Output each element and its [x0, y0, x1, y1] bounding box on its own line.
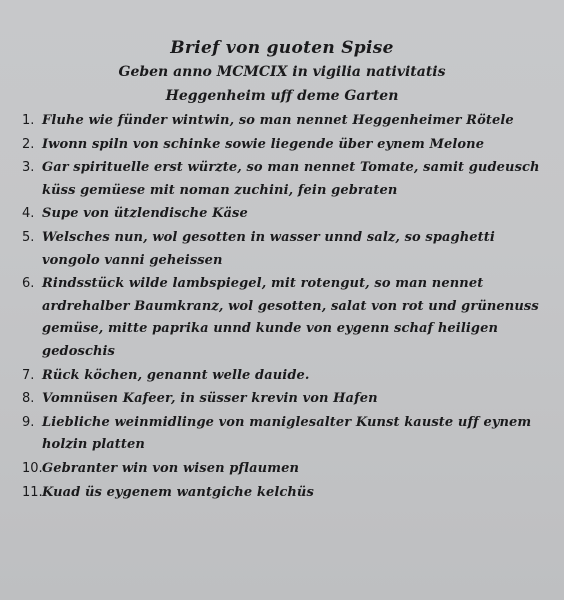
item-text: Liebliche weinmidlinge von maniglesalter Kunst kauste uff eynem holzin platten	[42, 414, 532, 453]
item-text: Vomnüsen Kafeer, in süsser krevin von Hafen	[42, 391, 378, 407]
item-number: 1.	[22, 113, 35, 128]
item-number: 2.	[22, 136, 35, 152]
document-subtitle-date: Geben anno MCMCIX in vigilia nativitatis	[118, 64, 446, 80]
list-item	[22, 388, 552, 411]
item-text: Gebranter win von wisen pflaumen	[42, 460, 300, 476]
list-item	[22, 157, 552, 202]
list-item	[22, 458, 552, 481]
item-text: Kuad üs eygenem wantgiche kelchüs	[42, 484, 314, 500]
item-number: 4.	[22, 206, 35, 222]
list-item	[22, 482, 552, 505]
list-item	[22, 273, 552, 363]
item-number: 5.	[22, 229, 35, 245]
item-text: Rück köchen, genannt welle dauide.	[42, 367, 310, 383]
document-subtitle-place: Heggenheim uff deme Garten	[165, 88, 399, 104]
item-number: 9.	[22, 414, 35, 430]
list-item	[22, 365, 552, 388]
item-number: 6.	[22, 276, 35, 292]
item-number: 7.	[22, 367, 35, 383]
list-item	[22, 227, 552, 272]
item-text: Rindsstück wilde lambspiegel, mit rotengut, so man nennet ardrehalber Baumkranz, wol gesotten, salat von rot und grünenuss gemüse, mitte paprika unnd kunde von eygenn schaf heiligen gedoschis	[42, 276, 539, 359]
item-number: 8.	[22, 391, 35, 407]
item-text: Fluhe wie fünder wintwin, so man nennet Heggenheimer Rötele	[42, 113, 514, 128]
list-item	[22, 203, 552, 226]
item-text: Supe von ützlendische Käse	[42, 206, 248, 222]
item-text: Gar spirituelle erst würzte, so man nennet Tomate, samit gudeusch küss gemüese mit noman zuchini, fein gebraten	[42, 160, 540, 198]
menu-list	[22, 110, 552, 505]
list-item	[22, 134, 552, 157]
item-number: 11.	[22, 484, 43, 500]
item-text: Welsches nun, wol gesotten in wasser unnd salz, so spaghetti vongolo vanni geheissen	[42, 229, 495, 268]
list-item	[22, 412, 552, 457]
item-text: Iwonn spiln von schinke sowie liegende über eynem Melone	[42, 136, 485, 152]
document-title: Brief von guoten Spise	[170, 38, 394, 58]
item-number: 3.	[22, 160, 35, 176]
list-item	[22, 110, 552, 133]
item-number: 10.	[22, 460, 43, 476]
